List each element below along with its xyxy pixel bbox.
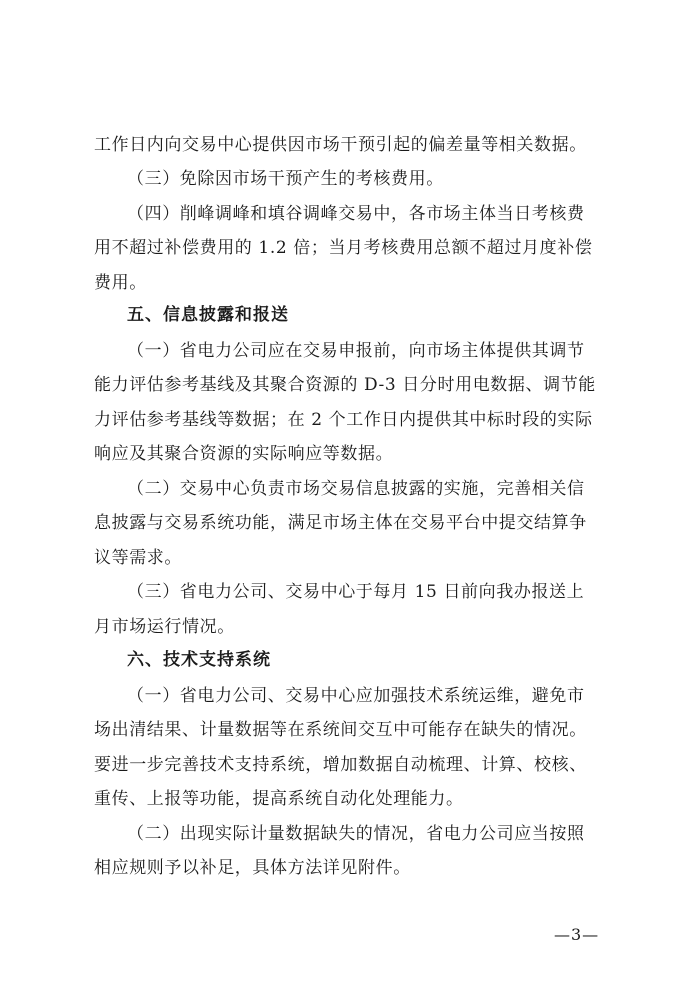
paragraph-start-line: （三）免除因市场干预产生的考核费用。 <box>127 169 444 189</box>
body-text-line: 重传、上报等功能，提高系统自动化处理能力。 <box>94 789 464 809</box>
body-text-line: 响应及其聚合资源的实际响应等数据。 <box>94 444 394 464</box>
paragraph-start-line: （一）省电力公司应在交易申报前，向市场主体提供其调节 <box>127 341 585 361</box>
section-heading-disclosure: 五、信息披露和报送 <box>127 305 289 325</box>
body-text-line: 息披露与交易系统功能，满足市场主体在交易平台中提交结算争 <box>94 513 587 533</box>
body-text-line: 力评估参考基线等数据；在 2 个工作日内提供其中标时段的实际 <box>94 410 593 430</box>
body-text-line: 月市场运行情况。 <box>94 617 235 637</box>
body-text-line: 用不超过补偿费用的 1.2 倍；当月考核费用总额不超过月度补偿 <box>94 238 593 258</box>
paragraph-start-line: （二）交易中心负责市场交易信息披露的实施，完善相关信 <box>127 479 585 499</box>
body-text-line: 能力评估参考基线及其聚合资源的 D-3 日分时用电数据、调节能 <box>94 375 596 395</box>
body-text-line: 相应规则予以补足，具体方法详见附件。 <box>94 858 411 878</box>
body-text-line: 要进一步完善技术支持系统，增加数据自动梳理、计算、校核、 <box>94 755 587 775</box>
paragraph-start-line: （四）削峰调峰和填谷调峰交易中，各市场主体当日考核费 <box>127 204 585 224</box>
paragraph-start-line: （一）省电力公司、交易中心应加强技术系统运维，避免市 <box>127 686 585 706</box>
section-heading-technical-support: 六、技术支持系统 <box>127 650 271 670</box>
body-text-line: 议等需求。 <box>94 548 182 568</box>
body-text-line: 工作日内向交易中心提供因市场干预引起的偏差量等相关数据。 <box>94 135 587 155</box>
body-text-line: 费用。 <box>94 273 147 293</box>
paragraph-start-line: （二）出现实际计量数据缺失的情况，省电力公司应当按照 <box>127 824 585 844</box>
page-number: —3— <box>554 925 600 944</box>
paragraph-start-line: （三）省电力公司、交易中心于每月 15 日前向我办报送上 <box>127 582 585 602</box>
body-text-line: 场出清结果、计量数据等在系统间交互中可能存在缺失的情况。 <box>94 720 587 740</box>
